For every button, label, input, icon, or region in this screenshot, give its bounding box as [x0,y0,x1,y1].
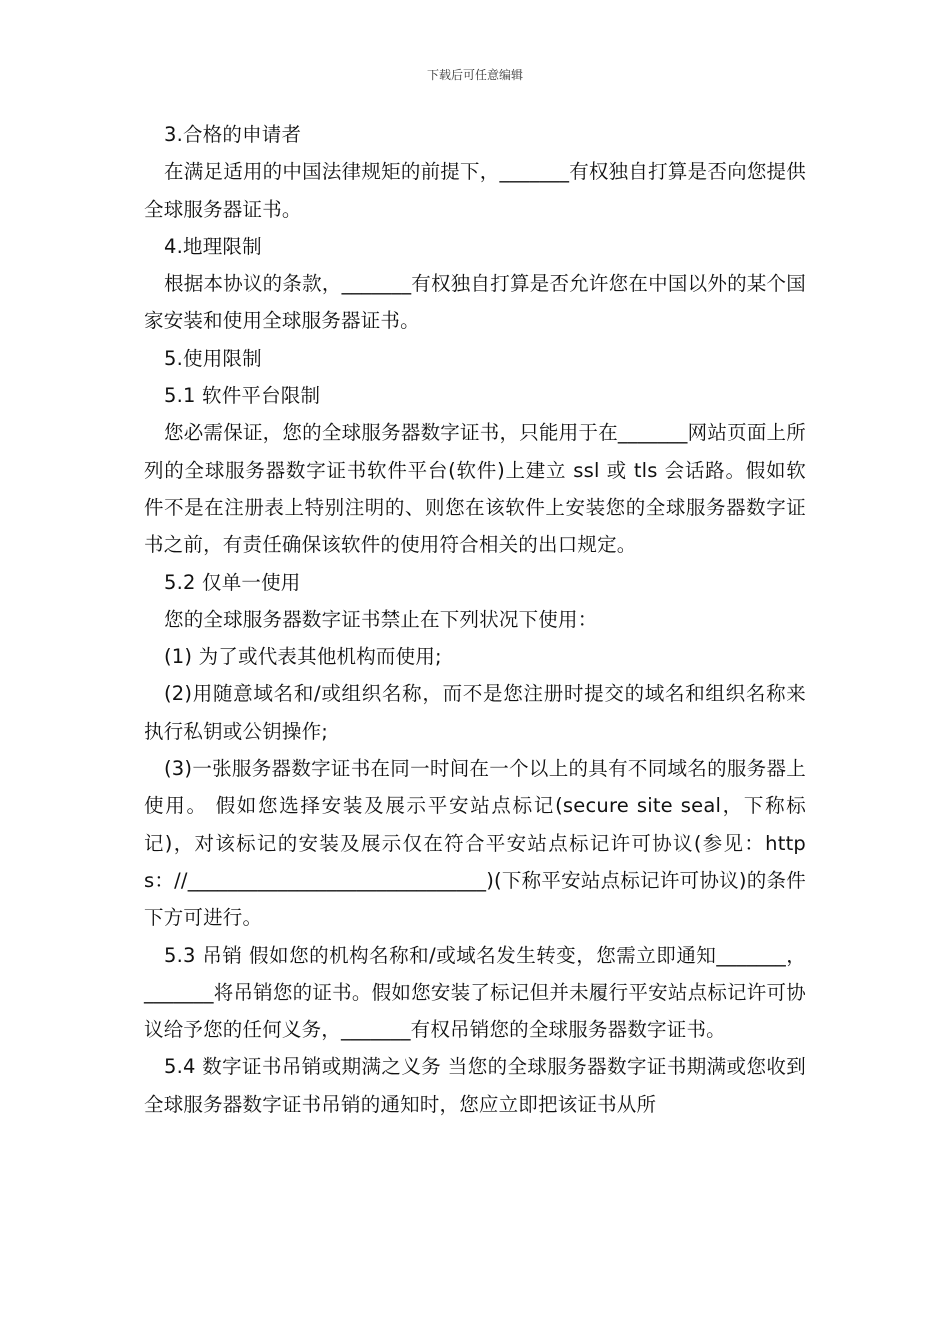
paragraph-qualified-applicant: 在满足适用的中国法律规矩的前提下，_______有权独自打算是否向您提供全球服务器证书。 [144,160,806,221]
list-item-2: (2)用随意域名和/或组织名称，而不是您注册时提交的域名和组织名称来执行私钥或公钥操作; [144,682,806,743]
page-header: 下载后可任意编辑 [426,68,523,82]
section-heading-5: 5.使用限制 [164,346,262,370]
list-item-3: (3)一张服务器数字证书在同一时间在一个以上的具有不同域名的服务器上使用。 假如您选择安装及展示平安站点标记(secure site seal，下称标记)，对该标记的安装及展示仅在符合平安站点标记许可协议(参见：https：//______________________________)(下称平安站点标记许可协议)的条件下方可进行。 [144,757,806,930]
paragraph-geographic-limit: 根据本协议的条款，_______有权独自打算是否允许您在中国以外的某个国家安装和使用全球服务器证书。 [144,272,806,333]
paragraph-revocation: 5.3 吊销 假如您的机构名称和/或域名发生转变，您需立即通知_______，_______将吊销您的证书。假如您安装了标记但并未履行平安站点标记许可协议给予您的任何义务，_______有权吊销您的全球服务器数字证书。 [144,943,806,1042]
section-heading-5-1: 5.1 软件平台限制 [164,384,321,408]
paragraph-prohibited-uses-intro: 您的全球服务器数字证书禁止在下列状况下使用： [164,607,598,631]
list-item-1: (1) 为了或代表其他机构而使用; [164,645,442,669]
section-heading-5-2: 5.2 仅单一使用 [164,570,301,594]
paragraph-expiry-obligations: 5.4 数字证书吊销或期满之义务 当您的全球服务器数字证书期满或您收到全球服务器数字证书吊销的通知时，您应立即把该证书从所 [144,1055,806,1116]
section-heading-3: 3.合格的申请者 [164,123,302,146]
document-body [144,116,806,1123]
section-heading-4: 4.地理限制 [164,234,262,258]
paragraph-software-platform: 您必需保证，您的全球服务器数字证书，只能用于在_______网站页面上所列的全球服务器数字证书软件平台(软件)上建立 ssl 或 tls 会话路。假如软件不是在注册表上特别注明的、则您在该软件上安装您的全球服务器数字证书之前，有责任确保该软件的使用符合相关的出口规定。 [144,421,806,557]
